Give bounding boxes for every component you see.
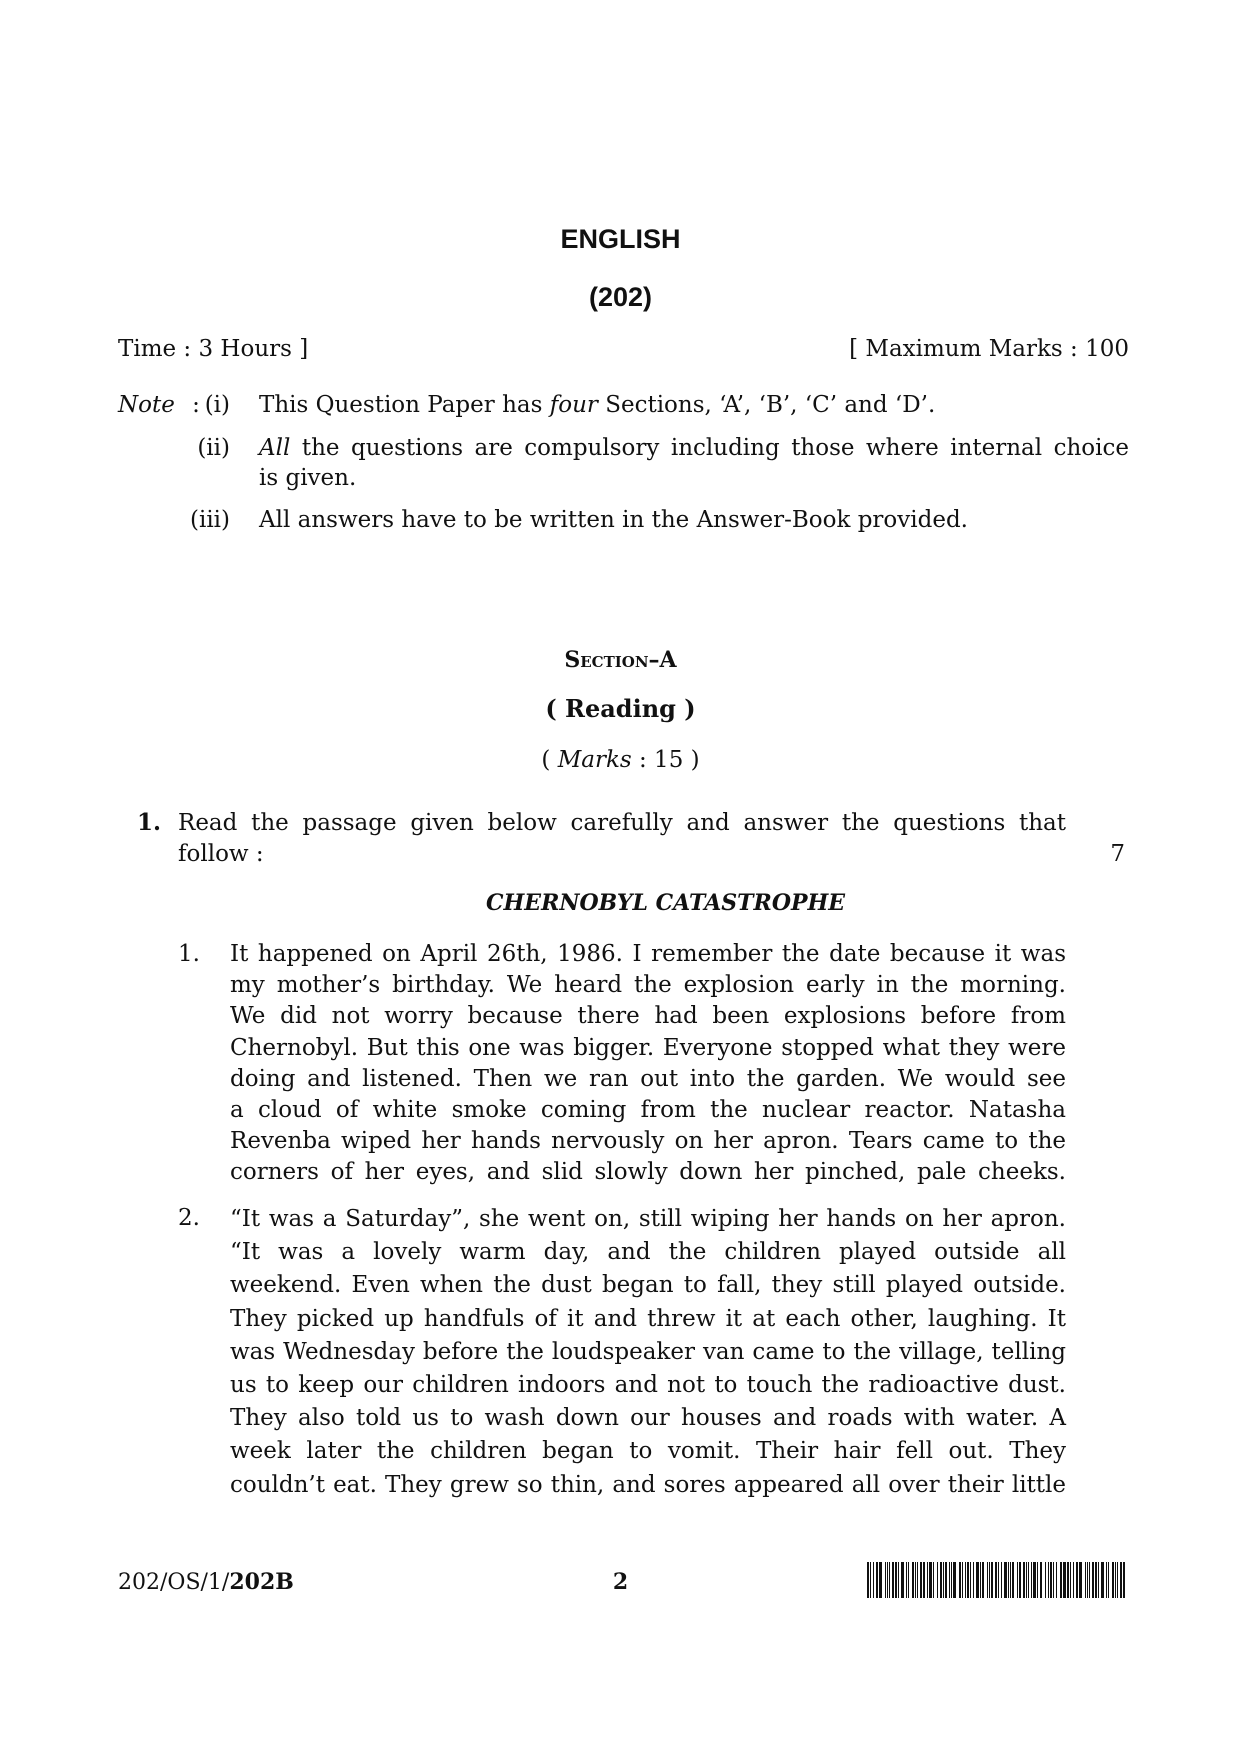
barcode-bar (1004, 1562, 1007, 1598)
barcode-bar (998, 1562, 999, 1598)
barcode-bar (976, 1562, 979, 1598)
barcode-bar (1115, 1562, 1116, 1598)
barcode-bar (1076, 1562, 1078, 1598)
barcode-bar (1001, 1562, 1002, 1598)
barcode-bar (1019, 1562, 1021, 1598)
barcode-bar (898, 1562, 899, 1598)
barcode-bar (1033, 1562, 1036, 1598)
barcode-bar (1063, 1562, 1066, 1598)
barcode-bar (1120, 1562, 1122, 1598)
barcode-bar (1079, 1562, 1082, 1598)
barcode-bar (1098, 1562, 1099, 1598)
barcode-bar (1085, 1562, 1086, 1598)
barcode-bar (982, 1562, 984, 1598)
maximum-marks: [ Maximum Marks : 100 (849, 336, 1129, 362)
barcode-bar (943, 1562, 944, 1598)
barcode-bar (1010, 1562, 1011, 1598)
section-heading: Section–A (564, 647, 677, 673)
question-text-line2: follow : (178, 841, 264, 867)
subject-title: ENGLISH (560, 224, 681, 254)
barcode-bar (1089, 1562, 1090, 1598)
barcode-bar (1053, 1562, 1054, 1598)
barcode-bar (870, 1562, 871, 1598)
barcode-bar (995, 1562, 997, 1598)
barcode-bar (873, 1562, 874, 1598)
paragraph-2: “It was a Saturday”, she went on, still wiping her hands on her apron. “It was a lovely warm day, and the children played outside all weekend. Even when the dust began to fall, they still played outside. They picked up handfuls of it and threw it at each other, laughing. It was Wednesday before the loudspeaker van came to the village, telling us to keep our children indoors and not to touch the radioactive dust. They also told us to wash down our houses and roads with water. A week later the children began to vomit. Their hair fell out. They couldn’t eat. They grew so thin, and sores appeared all over their little (230, 1206, 1066, 1498)
barcode-bar (1087, 1562, 1088, 1598)
barcode-bar (1040, 1562, 1042, 1598)
paper-code: 202/OS/1/202B (118, 1569, 294, 1595)
time-allowed: Time : 3 Hours ] (118, 336, 309, 362)
barcode-bar (1067, 1562, 1069, 1598)
barcode-bar (1056, 1562, 1057, 1598)
section-marks: ( Marks : 15 ) (541, 747, 700, 773)
barcode-bar (1108, 1562, 1109, 1598)
paragraph-number-2: 2. (178, 1205, 200, 1231)
note-item-3: All answers have to be written in the Answer-Book provided. (259, 507, 968, 533)
barcode-bar (1050, 1562, 1052, 1598)
barcode-bar (967, 1562, 969, 1598)
barcode-bar (887, 1562, 888, 1598)
barcode-bar (920, 1562, 922, 1598)
page-number: 2 (612, 1569, 629, 1595)
note-item-1: This Question Paper has four Sections, ‘A’, ‘B’, ‘C’ and ‘D’. (259, 392, 936, 418)
paragraph-number-1: 1. (178, 941, 200, 967)
barcode-bar (991, 1562, 993, 1598)
barcode-bar (937, 1562, 938, 1598)
barcode-bar (973, 1562, 974, 1598)
barcode-bar (970, 1562, 971, 1598)
barcode-bar (1048, 1562, 1049, 1598)
note-num-3: (iii) (189, 507, 230, 533)
barcode-bar (1106, 1562, 1107, 1598)
subject-code: (202) (588, 282, 653, 312)
barcode-bar (1017, 1562, 1018, 1598)
barcode-bar (1008, 1562, 1009, 1598)
barcode-bar (1026, 1562, 1027, 1598)
barcode-bar (915, 1562, 916, 1598)
barcode-bar (953, 1562, 956, 1598)
barcode-bar (987, 1562, 988, 1598)
barcode-bar (989, 1562, 990, 1598)
barcode-bar (901, 1562, 904, 1598)
barcode-bar (867, 1562, 869, 1598)
barcode-bar (1060, 1562, 1062, 1598)
barcode-bar (962, 1562, 963, 1598)
paragraph-1: It happened on April 26th, 1986. I remember the date because it was my mother’s birthday. We heard the explosion early in the morning. We did not worry because there had been explosions before from Chernobyl. But this one was bigger. Everyone stopped what they were doing and listened. Then we ran out into the garden. We would see a cloud of white smoke coming from the nuclear reactor. Natasha Revenba wiped her hands nervously on her apron. Tears came to the corners of her eyes, and slid slowly down her pinched, pale cheeks. (230, 941, 1066, 1186)
barcode-bar (929, 1562, 932, 1598)
question-text-line1: Read the passage given below carefully and answer the questions that (178, 810, 1066, 836)
note-colon: : (192, 392, 200, 418)
note-label: Note (118, 392, 175, 418)
barcode-bar (951, 1562, 952, 1598)
barcode-bar (906, 1562, 907, 1598)
barcode-bar (879, 1562, 882, 1598)
barcode-bar (1123, 1562, 1125, 1598)
note-num-1: (i) (204, 392, 230, 418)
barcode (867, 1562, 1129, 1598)
barcode-bar (923, 1562, 925, 1598)
barcode-bar (949, 1562, 950, 1598)
barcode-bar (1092, 1562, 1094, 1598)
barcode-bar (1023, 1562, 1025, 1598)
barcode-bar (1117, 1562, 1118, 1598)
barcode-bar (980, 1562, 981, 1598)
barcode-bar (889, 1562, 890, 1598)
barcode-bar (885, 1562, 886, 1598)
note-num-2: (ii) (197, 435, 230, 461)
barcode-bar (1028, 1562, 1029, 1598)
barcode-bar (908, 1562, 909, 1598)
barcode-bar (1031, 1562, 1032, 1598)
barcode-bar (945, 1562, 947, 1598)
note-item-2-line2: is given. (259, 465, 357, 491)
barcode-bar (895, 1562, 897, 1598)
barcode-bar (876, 1562, 878, 1598)
barcode-bar (1012, 1562, 1014, 1598)
barcode-bar (1037, 1562, 1038, 1598)
barcode-bar (912, 1562, 914, 1598)
passage-title: CHERNOBYL CATASTROPHE (486, 890, 846, 916)
barcode-bar (917, 1562, 918, 1598)
barcode-bar (965, 1562, 966, 1598)
barcode-bar (892, 1562, 894, 1598)
barcode-bar (927, 1562, 928, 1598)
question-marks: 7 (1110, 841, 1125, 867)
barcode-bar (1045, 1562, 1046, 1598)
barcode-bar (1101, 1562, 1104, 1598)
note-item-2-line1: All the questions are compulsory including those where internal choice (259, 435, 1129, 461)
barcode-bar (933, 1562, 934, 1598)
barcode-bar (1095, 1562, 1097, 1598)
barcode-bar (959, 1562, 961, 1598)
question-number: 1. (137, 809, 162, 836)
barcode-bar (1112, 1562, 1114, 1598)
barcode-bar (1070, 1562, 1071, 1598)
section-subheading: ( Reading ) (545, 694, 696, 723)
barcode-bar (1073, 1562, 1074, 1598)
barcode-bar (940, 1562, 942, 1598)
